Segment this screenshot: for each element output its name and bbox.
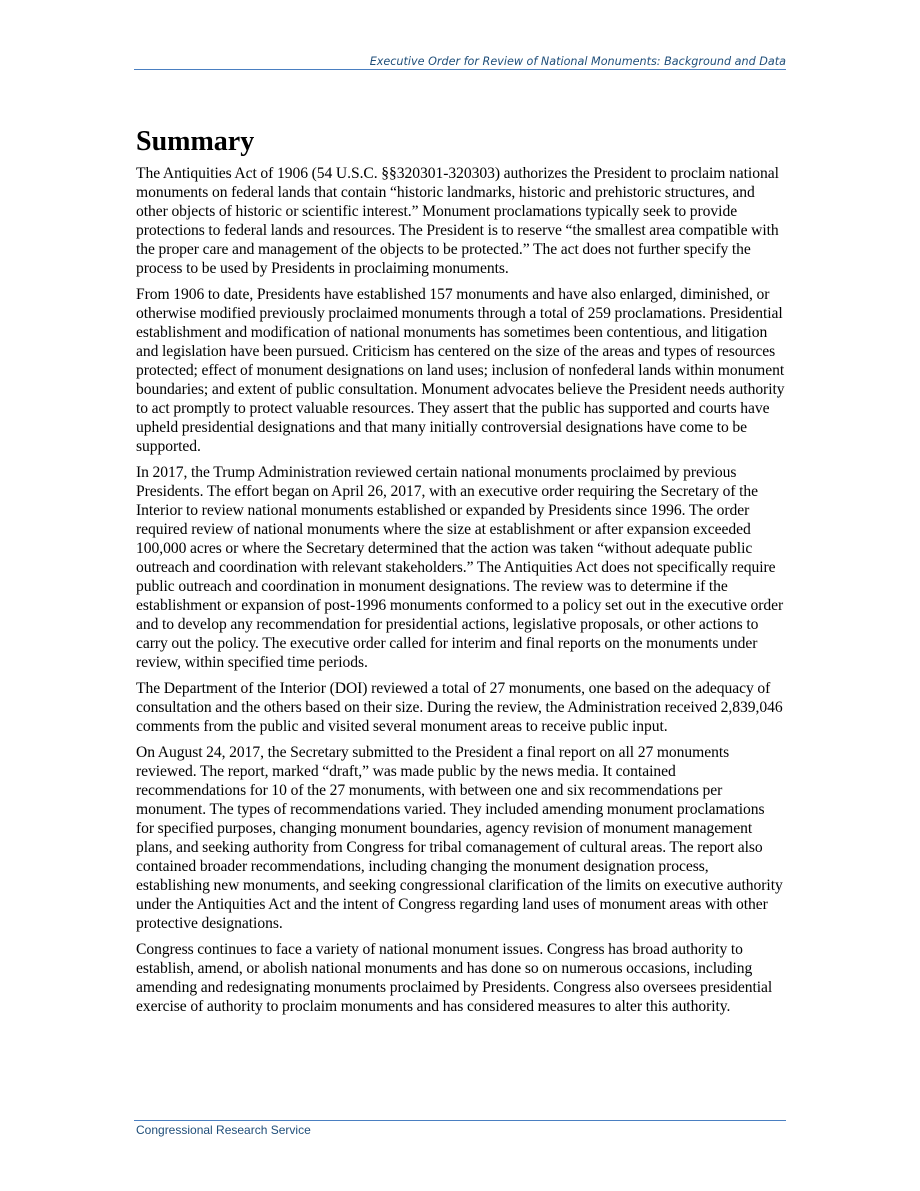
running-header-title: Executive Order for Review of National Monuments: Background and Data [369,55,786,68]
summary-heading: Summary [136,126,255,157]
summary-paragraph-6: Congress continues to face a variety of national monument issues. Congress has broad authority to establish, amend, or abolish national monuments and has done so on numerous occasions, including amending and redesignating monuments proclaimed by Presidents. Congress also oversees presidential exercise of authority to proclaim monuments and has considered measures to alter this authority. [136,941,773,1015]
summary-paragraph-4: The Department of the Interior (DOI) reviewed a total of 27 monuments, one based on the adequacy of consultation and the others based on their size. During the review, the Administration received 2,839,046 comments from the public and visited several monument areas to receive public input. [136,680,783,735]
summary-paragraph-3: In 2017, the Trump Administration reviewed certain national monuments proclaimed by previous Presidents. The effort began on April 26, 2017, with an executive order requiring the Secretary of the Interior to review national monuments established or expanded by Presidents since 1996. The order required review of national monuments where the size at establishment or after expansion exceeded 100,000 acres or where the Secretary determined that the action was taken “without adequate public outreach and coordination with relevant stakeholders.” The Antiquities Act does not specifically require public outreach and coordination in monument designations. The review was to determine if the establishment or expansion of post-1996 monuments conformed to a policy set out in the executive order and to develop any recommendation for presidential actions, legislative proposals, or other actions to carry out the policy. The executive order called for interim and final reports on the monuments under review, within specified time periods. [136,464,784,671]
summary-section [136,121,786,1023]
summary-paragraph-1: The Antiquities Act of 1906 (54 U.S.C. §§320301-320303) authorizes the President to proclaim national monuments on federal lands that contain “historic landmarks, historic and prehistoric structures, and other objects of historic or scientific interest.” Monument proclamations typically seek to provide protections to federal lands and resources. The President is to reserve “the smallest area compatible with the proper care and management of the objects to be protected.” The act does not further specify the process to be used by Presidents in proclaiming monuments. [136,165,779,277]
summary-paragraph-5: On August 24, 2017, the Secretary submitted to the President a final report on all 27 monuments reviewed. The report, marked “draft,” was made public by the news media. It contained recommendations for 10 of the 27 monuments, with between one and six recommendations per monument. The types of recommendations varied. They included amending monument proclamations for specified purposes, changing monument boundaries, agency revision of monument management plans, and seeking authority from Congress for tribal comanagement of cultural areas. The report also contained broader recommendations, including changing the monument designation process, establishing new monuments, and seeking congressional clarification of the limits on executive authority under the Antiquities Act and the intent of Congress regarding land uses of monument areas with other protective designations. [136,744,783,932]
header-divider [134,69,786,70]
footer-divider [134,1120,786,1121]
summary-paragraph-2: From 1906 to date, Presidents have established 157 monuments and have also enlarged, diminished, or otherwise modified previously proclaimed monuments through a total of 259 proclamations. Presidential establishment and modification of national monuments has sometimes been contentious, and litigation and legislation have been pursued. Criticism has centered on the size of the areas and types of resources protected; effect of monument designations on land uses; inclusion of nonfederal lands within monument boundaries; and extent of public consultation. Monument advocates believe the President needs authority to act promptly to protect valuable resources. They assert that the public has supported and courts have upheld presidential designations and that many initially controversial designations have come to be supported. [136,286,785,455]
footer-organization: Congressional Research Service [136,1123,311,1137]
